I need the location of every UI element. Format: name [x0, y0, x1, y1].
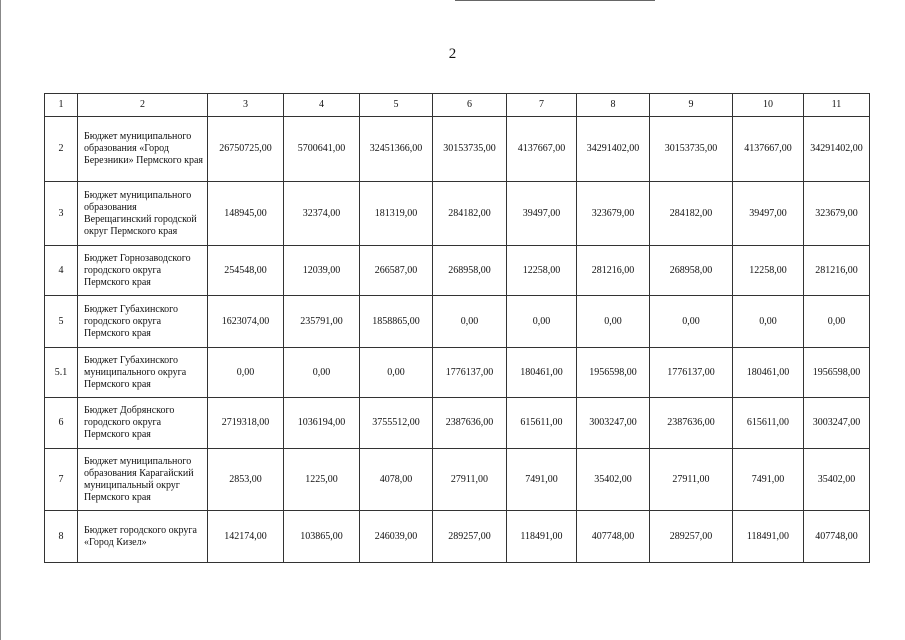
- table-row: [45, 182, 870, 246]
- table-cell: 407748,00: [577, 511, 650, 563]
- column-number: 2: [78, 94, 208, 117]
- table-cell: 0,00: [804, 296, 870, 348]
- table-cell: 3003247,00: [577, 398, 650, 449]
- table-cell: 1956598,00: [804, 348, 870, 398]
- table-cell: 0,00: [733, 296, 804, 348]
- scan-left-edge: [0, 0, 1, 640]
- table-cell: 2387636,00: [650, 398, 733, 449]
- table-cell: 118491,00: [733, 511, 804, 563]
- table-cell: 181319,00: [360, 182, 433, 246]
- row-index: 2: [45, 117, 78, 182]
- table-row: [45, 117, 870, 182]
- table-cell: 0,00: [284, 348, 360, 398]
- table-cell: 284182,00: [433, 182, 507, 246]
- table-cell: 2719318,00: [208, 398, 284, 449]
- column-number: 9: [650, 94, 733, 117]
- column-number: 10: [733, 94, 804, 117]
- row-index: 6: [45, 398, 78, 449]
- table-cell: 254548,00: [208, 246, 284, 296]
- row-name: Бюджет Добрянского городского округа Пермского края: [78, 398, 208, 449]
- table-cell: 34291402,00: [577, 117, 650, 182]
- table-cell: 142174,00: [208, 511, 284, 563]
- table-cell: 4078,00: [360, 449, 433, 511]
- table-cell: 289257,00: [650, 511, 733, 563]
- table-cell: 39497,00: [507, 182, 577, 246]
- table-cell: 103865,00: [284, 511, 360, 563]
- row-index: 4: [45, 246, 78, 296]
- table-cell: 12258,00: [733, 246, 804, 296]
- column-number: 6: [433, 94, 507, 117]
- table-cell: 39497,00: [733, 182, 804, 246]
- table-cell: 268958,00: [650, 246, 733, 296]
- table-cell: 615611,00: [733, 398, 804, 449]
- row-index: 5.1: [45, 348, 78, 398]
- column-number: 7: [507, 94, 577, 117]
- table-cell: 7491,00: [507, 449, 577, 511]
- table-row: [45, 246, 870, 296]
- table-cell: 1225,00: [284, 449, 360, 511]
- page-number: 2: [448, 46, 457, 62]
- table-cell: 32451366,00: [360, 117, 433, 182]
- table-cell: 4137667,00: [507, 117, 577, 182]
- table-cell: 34291402,00: [804, 117, 870, 182]
- table-cell: 1036194,00: [284, 398, 360, 449]
- table-cell: 268958,00: [433, 246, 507, 296]
- table-cell: 4137667,00: [733, 117, 804, 182]
- table-row: [45, 296, 870, 348]
- table-cell: 266587,00: [360, 246, 433, 296]
- table-cell: 26750725,00: [208, 117, 284, 182]
- column-number: 4: [284, 94, 360, 117]
- row-index: 3: [45, 182, 78, 246]
- row-index: 7: [45, 449, 78, 511]
- column-number-row: [45, 94, 870, 117]
- table-cell: 35402,00: [804, 449, 870, 511]
- row-index: 5: [45, 296, 78, 348]
- table-cell: 407748,00: [804, 511, 870, 563]
- table-cell: 118491,00: [507, 511, 577, 563]
- table-cell: 5700641,00: [284, 117, 360, 182]
- table-cell: 289257,00: [433, 511, 507, 563]
- table-row: [45, 398, 870, 449]
- table-cell: 281216,00: [577, 246, 650, 296]
- table-cell: 615611,00: [507, 398, 577, 449]
- table-cell: 180461,00: [507, 348, 577, 398]
- table-cell: 12039,00: [284, 246, 360, 296]
- table-cell: 27911,00: [433, 449, 507, 511]
- table-cell: 281216,00: [804, 246, 870, 296]
- row-index: 8: [45, 511, 78, 563]
- column-number: 11: [804, 94, 870, 117]
- table-cell: 3003247,00: [804, 398, 870, 449]
- table-cell: 1776137,00: [433, 348, 507, 398]
- table-cell: 0,00: [208, 348, 284, 398]
- table-cell: 180461,00: [733, 348, 804, 398]
- table-cell: 30153735,00: [650, 117, 733, 182]
- column-number: 5: [360, 94, 433, 117]
- table-cell: 7491,00: [733, 449, 804, 511]
- table-cell: 246039,00: [360, 511, 433, 563]
- table-cell: 12258,00: [507, 246, 577, 296]
- table-cell: 0,00: [360, 348, 433, 398]
- row-name: Бюджет муниципального образования Верещагинский городской округ Пермского края: [78, 182, 208, 246]
- table-cell: 323679,00: [804, 182, 870, 246]
- table-row: [45, 348, 870, 398]
- row-name: Бюджет муниципального образования «Город Березники» Пермского края: [78, 117, 208, 182]
- row-name: Бюджет городского округа «Город Кизел»: [78, 511, 208, 563]
- budget-table: [44, 93, 870, 563]
- table-cell: 2387636,00: [433, 398, 507, 449]
- table-cell: 35402,00: [577, 449, 650, 511]
- column-number: 3: [208, 94, 284, 117]
- table-cell: 1956598,00: [577, 348, 650, 398]
- table-row: [45, 511, 870, 563]
- table-cell: 0,00: [433, 296, 507, 348]
- table-cell: 3755512,00: [360, 398, 433, 449]
- row-name: Бюджет Губахинского муниципального округа Пермского края: [78, 348, 208, 398]
- table-cell: 235791,00: [284, 296, 360, 348]
- table-cell: 30153735,00: [433, 117, 507, 182]
- table-cell: 1858865,00: [360, 296, 433, 348]
- table-cell: 2853,00: [208, 449, 284, 511]
- table-cell: 1623074,00: [208, 296, 284, 348]
- column-number: 1: [45, 94, 78, 117]
- top-rule: [455, 0, 655, 1]
- row-name: Бюджет муниципального образования Карагайский муниципальный округ Пермского края: [78, 449, 208, 511]
- table-cell: 0,00: [577, 296, 650, 348]
- column-number: 8: [577, 94, 650, 117]
- table-cell: 27911,00: [650, 449, 733, 511]
- table-row: [45, 449, 870, 511]
- table-cell: 0,00: [507, 296, 577, 348]
- row-name: Бюджет Губахинского городского округа Пермского края: [78, 296, 208, 348]
- row-name: Бюджет Горнозаводского городского округа Пермского края: [78, 246, 208, 296]
- table-cell: 284182,00: [650, 182, 733, 246]
- table-cell: 32374,00: [284, 182, 360, 246]
- table-cell: 1776137,00: [650, 348, 733, 398]
- table-cell: 148945,00: [208, 182, 284, 246]
- table-cell: 0,00: [650, 296, 733, 348]
- table-cell: 323679,00: [577, 182, 650, 246]
